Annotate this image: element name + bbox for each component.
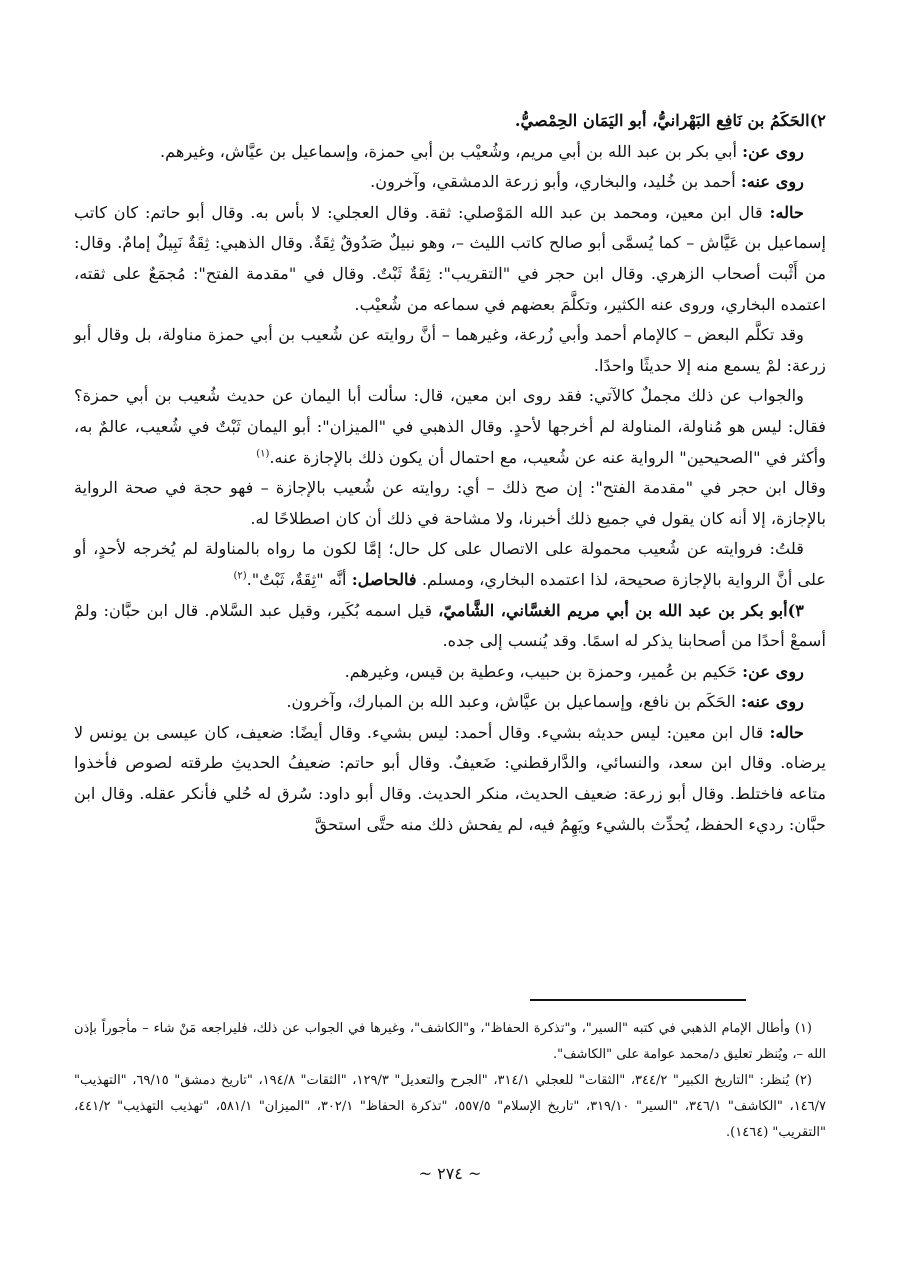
entry-number: ٢) xyxy=(809,111,826,130)
entry2-hal xyxy=(74,198,826,320)
page-body xyxy=(74,106,826,840)
entry3-hal xyxy=(74,718,826,840)
hasil-text: أنَّه "ثِقَةٌ، ثَبْتٌ". xyxy=(246,569,352,589)
entry2-kalam-paragraph: وقد تكلَّم البعض – كالإمام أحمد وأبي زُرعة، وغيرهما – أنَّ روايته عن شُعيب بن أبي حمزة مناولة، بل وقال أبو زرعة: لمْ يسمع منه إلا حديثًا واحدًا. xyxy=(74,325,826,375)
heading-rest: قيل اسمه بُكَير، وقيل عبد السَّلام. قال ابن حبَّان: ولمْ أسمعْ أحدًا من أصحابنا يذكر له اسمًا. وقد يُنسب إلى جده. xyxy=(74,600,826,651)
hal-text: قال ابن معين، ومحمد بن عبد الله المَوْصلي: ثقة. وقال العجلي: لا بأس به. وقال أبو حاتم: كان كاتب إسماعيل بن عَيَّاش – كما يُسمَّى أبو صالح كاتب الليث –، وهو نبيلٌ صَدُوقٌ ثِقَةٌ. وقال الذهبي: ثِقَةٌ نَبِيلٌ إمامٌ. وقال: من أَثْبت أصحاب الزهري. وقال ابن حجر في "التقريب": ثِقَةٌ ثَبْتٌ. وقال في "مقدمة الفتح": مُجمَعٌ على ثقته، اعتمده البخاري، وروى عنه الكثير، وتكلَّمَ بعضهم في سماعه من شُعيْب. xyxy=(74,202,826,314)
label-rawa-an: روى عن: xyxy=(742,661,804,681)
footnote-ref-1[interactable]: (١) xyxy=(256,448,270,460)
entry2-rawa-anhu xyxy=(74,167,826,198)
jawab-text: والجواب عن ذلك مجملٌ كالآتي: فقد روى ابن معين، قال: سألت أبا اليمان عن حديث شُعيب بن أبي حمزة؟ فقال: ليس هو مُناولة، المناولة لم أخرجها لأحدٍ. وقال الذهبي في "الميزان": أبو اليمان ثَبْتٌ في شُعيب، عالمٌ به، وأكثر في "الصحيحين" الرواية عنه عن شُعيب، مع احتمال أن يكون ذلك بالإجازة عنه. xyxy=(74,386,826,467)
label-rawa-anhu: روى عنه: xyxy=(740,692,804,712)
entry2-qultu-paragraph xyxy=(74,534,826,595)
page-number: ~ ٢٧٤ ~ xyxy=(418,1164,482,1183)
entry2-ibnhajar-paragraph: وقال ابن حجر في "مقدمة الفتح": إن صح ذلك – أي: روايته عن شُعيب بالإجازة – فهو حجة في صحة الرواية بالإجازة، إلا أنه كان يقول في جميع ذلك أخبرنا، ولا مشاحة في ذلك أن كان اصطلاحًا له. xyxy=(74,478,826,528)
entry3-heading xyxy=(74,596,826,657)
label-rawa-an: روى عن: xyxy=(742,141,804,161)
hal-text: قال ابن معين: ليس حديثه بشيء. وقال أحمد: ليس بشيء. وقال أيضًا: ضعيف، كان عيسى بن يونس لا يرضاه. وقال ابن سعد، والنسائي، والدَّارقطني: ضَعيفٌ. وقال أبو حاتم: ضعيفُ الحديثِ طرقته لصوص فأخذوا متاعه فاختلط. وقال أبو زرعة: ضعيف الحديث، منكر الحديث. وقال أبو داود: سُرق له حُلي فأنكر عقله. وقال ابن حبَّان: رديء الحفظ، يُحدِّث بالشيء ويَهِمُ فيه، لم يفحش ذلك منه حتَّى استحقَّ xyxy=(74,722,826,834)
rawa-an-text: حَكيم بن عُمير، وحمزة بن حبيب، وعطية بن قيس، وغيرهم. xyxy=(344,661,743,681)
entry2-rawa-an xyxy=(74,137,826,168)
label-hasil: فالحاصل: xyxy=(351,569,417,589)
footnote-divider xyxy=(530,999,746,1001)
label-hal: حاله: xyxy=(769,202,804,222)
entry-number: ٣) xyxy=(787,600,804,620)
footnote-1: (١) وأطال الإمام الذهبي في كتبه "السير"، و"تذكرة الحفاظ"، و"الكاشف"، وغيرها في الجواب عن ذلك، فليراجعه مَنْ شاء – مأجوراً بإذن الله –، ويُنظر تعليق د/محمد عوامة على "الكاشف". xyxy=(74,1021,826,1062)
entry3-rawa-an xyxy=(74,657,826,688)
narrator-name: أبو بكر بن عبد الله بن أبي مريم الغسَّاني، الشَّاميّ، xyxy=(438,600,788,620)
narrator-name: الحَكَمُ بن نَافِع البَهْرانيُّ، أبو اليَمَان الحِمْصيُّ. xyxy=(514,111,810,130)
rawa-anhu-text: الحَكَم بن نافع، وإسماعيل بن عيَّاش، وعبد الله بن المبارك، وآخرون. xyxy=(286,692,741,712)
rawa-anhu-text: أحمد بن خُليد، والبخاري، وأبو زرعة الدمشقي، وآخرون. xyxy=(370,172,741,192)
footnotes xyxy=(74,1016,826,1146)
footnote-ref-2[interactable]: (٢) xyxy=(233,570,247,582)
entry3-rawa-anhu xyxy=(74,687,826,718)
qultu-text: قلتُ: فروايته عن شُعيب محمولة على الاتصال على كل حال؛ إمَّا لكون ما رواه بالمناولة لم يُخرجه لأحدٍ، أو على أنَّ الرواية بالإجازة صحيحة، لذا اعتمده البخاري، ومسلم. xyxy=(74,539,826,589)
entry2-jawab-paragraph xyxy=(74,381,826,473)
footnote-2: (٢) يُنظر: "التاريخ الكبير" ٣٤٤/٢، "الثقات" للعجلي ٣١٤/١، "الجرح والتعديل" ١٢٩/٣، "الثقات" ١٩٤/٨، "تاريخ دمشق" ٦٩/١٥، "التهذيب" ١٤٦/٧، "الكاشف" ٣٤٦/١، "السير" ٣١٩/١٠، "تاريخ الإسلام" ٥٥٧/٥، "تذكرة الحفاظ" ٣٠٢/١، "الميزان" ٥٨١/١، "تهذيب التهذيب" ٤٤١/٢، "التقريب" (١٤٦٤). xyxy=(74,1073,826,1140)
label-hal: حاله: xyxy=(769,722,804,742)
entry2-heading xyxy=(74,106,826,137)
label-rawa-anhu: روى عنه: xyxy=(740,172,804,192)
rawa-an-text: أبي بكر بن عبد الله بن أبي مريم، وشُعيْب بن أبي حمزة، وإسماعيل بن عيَّاش، وغيرهم. xyxy=(160,141,743,161)
